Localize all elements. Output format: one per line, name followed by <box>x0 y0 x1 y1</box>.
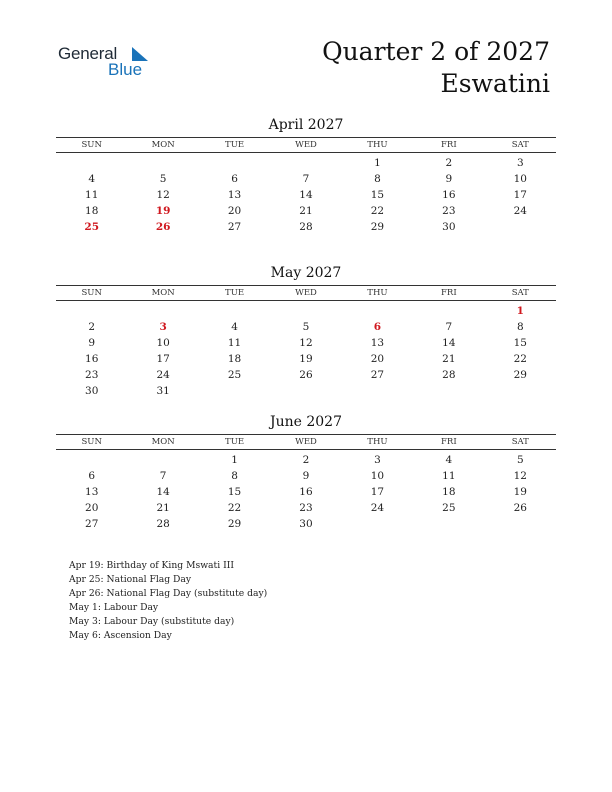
day-cell: 20 <box>370 353 385 365</box>
day-cell: 22 <box>227 502 242 514</box>
day-cell: 29 <box>370 221 385 233</box>
day-cell: 5 <box>516 454 524 466</box>
day-cell: 23 <box>299 502 313 514</box>
day-cell: 29 <box>227 518 242 530</box>
day-cell: 16 <box>442 189 456 201</box>
day-cell: 10 <box>370 470 385 482</box>
day-cell: 12 <box>513 470 527 482</box>
weekday-label: MON <box>151 437 175 447</box>
empty-day-cell <box>413 303 484 319</box>
empty-day-cell <box>199 303 270 319</box>
day-cell: 30 <box>442 221 456 233</box>
day-cell: 10 <box>513 173 527 185</box>
weekday-label: THU <box>367 140 388 150</box>
day-cell: 15 <box>513 337 527 349</box>
empty-day-cell <box>342 303 413 319</box>
day-cell: 28 <box>156 518 170 530</box>
day-cell: 7 <box>445 321 453 333</box>
empty-day-cell <box>199 155 270 171</box>
month-june <box>56 413 556 532</box>
day-cell: 19 <box>299 353 313 365</box>
weekday-label: THU <box>367 437 388 447</box>
weekday-label: SUN <box>81 288 102 298</box>
day-cell: 8 <box>516 321 524 333</box>
holiday-note: Apr 26: National Flag Day (substitute day) <box>69 588 268 599</box>
day-cell: 12 <box>299 337 313 349</box>
weekday-label: SUN <box>81 437 102 447</box>
day-cell: 25 <box>442 502 456 514</box>
day-cell: 18 <box>85 205 99 217</box>
holiday-day-cell: 19 <box>155 205 171 217</box>
month-title: June 2027 <box>269 414 342 430</box>
weekday-label: SAT <box>511 140 529 150</box>
day-cell: 8 <box>374 173 381 185</box>
day-cell: 2 <box>88 321 96 333</box>
day-cell: 20 <box>85 502 99 514</box>
day-cell: 5 <box>159 173 167 185</box>
day-grid <box>56 303 556 399</box>
holiday-note: May 6: Ascension Day <box>69 630 172 641</box>
day-cell: 7 <box>302 173 310 185</box>
holiday-day-cell: 1 <box>516 305 524 317</box>
day-cell: 24 <box>370 502 385 514</box>
day-grid <box>56 452 556 532</box>
day-cell: 23 <box>85 369 99 381</box>
day-cell: 9 <box>302 470 310 482</box>
weekday-label: TUE <box>225 140 245 150</box>
weekday-label: SAT <box>511 437 529 447</box>
holiday-note: May 1: Labour Day <box>69 602 159 613</box>
holiday-notes <box>69 559 267 643</box>
day-cell: 27 <box>227 221 242 233</box>
day-cell: 4 <box>88 173 96 185</box>
day-cell: 30 <box>85 385 99 397</box>
logo-text-blue: Blue <box>108 60 143 79</box>
day-cell: 9 <box>445 173 453 185</box>
day-cell: 18 <box>442 486 456 498</box>
day-cell: 27 <box>370 369 385 381</box>
month-april <box>56 116 556 235</box>
day-cell: 5 <box>302 321 310 333</box>
month-title: April 2027 <box>268 117 344 133</box>
generalblue-logo <box>58 44 158 84</box>
day-cell: 13 <box>85 486 99 498</box>
day-cell: 26 <box>299 369 313 381</box>
day-cell: 10 <box>156 337 170 349</box>
empty-day-cell <box>56 155 127 171</box>
day-cell: 2 <box>302 454 310 466</box>
day-cell: 26 <box>513 502 527 514</box>
day-cell: 20 <box>227 205 242 217</box>
day-cell: 17 <box>370 486 385 498</box>
weekday-label: THU <box>367 288 388 298</box>
weekday-label: SAT <box>511 288 529 298</box>
weekday-label: TUE <box>225 288 245 298</box>
day-cell: 4 <box>445 454 453 466</box>
day-cell: 13 <box>370 337 385 349</box>
day-cell: 1 <box>374 157 381 169</box>
title-country: Eswatini <box>440 69 550 98</box>
empty-day-cell <box>270 155 341 171</box>
day-grid <box>56 155 556 235</box>
weekday-label: MON <box>151 140 175 150</box>
empty-day-cell <box>127 155 198 171</box>
day-cell: 15 <box>370 189 385 201</box>
page-title <box>322 36 550 100</box>
day-cell: 1 <box>231 454 238 466</box>
day-cell: 31 <box>156 385 170 397</box>
day-cell: 21 <box>299 205 313 217</box>
holiday-day-cell: 6 <box>373 321 382 333</box>
empty-day-cell <box>127 303 198 319</box>
day-cell: 28 <box>442 369 456 381</box>
day-cell: 25 <box>227 369 242 381</box>
day-cell: 18 <box>227 353 242 365</box>
day-cell: 24 <box>156 369 170 381</box>
weekday-header <box>56 137 556 153</box>
empty-day-cell <box>56 303 127 319</box>
day-cell: 4 <box>231 321 238 333</box>
day-cell: 27 <box>85 518 99 530</box>
logo-text-general: General <box>58 44 118 63</box>
month-title: May 2027 <box>270 265 342 281</box>
day-cell: 14 <box>299 189 313 201</box>
weekday-label: SUN <box>81 140 102 150</box>
holiday-note: Apr 19: Birthday of King Mswati III <box>69 560 234 571</box>
day-cell: 13 <box>227 189 242 201</box>
weekday-label: WED <box>295 140 317 150</box>
day-cell: 8 <box>231 470 238 482</box>
day-cell: 11 <box>442 470 456 482</box>
day-cell: 6 <box>88 470 96 482</box>
weekday-label: MON <box>151 288 175 298</box>
weekday-header <box>56 434 556 450</box>
day-cell: 3 <box>516 157 524 169</box>
holiday-day-cell: 25 <box>84 221 100 233</box>
day-cell: 16 <box>299 486 313 498</box>
day-cell: 29 <box>513 369 527 381</box>
day-cell: 7 <box>159 470 167 482</box>
day-cell: 6 <box>231 173 238 185</box>
weekday-label: WED <box>295 437 317 447</box>
day-cell: 3 <box>374 454 381 466</box>
holiday-note: May 3: Labour Day (substitute day) <box>69 616 235 627</box>
day-cell: 22 <box>513 353 527 365</box>
day-cell: 11 <box>85 189 99 201</box>
day-cell: 15 <box>227 486 242 498</box>
empty-day-cell <box>127 452 198 468</box>
day-cell: 14 <box>156 486 170 498</box>
weekday-label: FRI <box>441 437 457 447</box>
weekday-label: TUE <box>225 437 245 447</box>
day-cell: 28 <box>299 221 313 233</box>
weekday-label: FRI <box>441 140 457 150</box>
day-cell: 22 <box>370 205 385 217</box>
day-cell: 11 <box>227 337 242 349</box>
weekday-header <box>56 285 556 301</box>
day-cell: 16 <box>85 353 99 365</box>
day-cell: 14 <box>442 337 456 349</box>
title-quarter: Quarter 2 of 2027 <box>322 37 550 66</box>
empty-day-cell <box>56 452 127 468</box>
day-cell: 19 <box>513 486 527 498</box>
month-may <box>56 264 556 399</box>
empty-day-cell <box>270 303 341 319</box>
holiday-day-cell: 3 <box>159 321 167 333</box>
day-cell: 17 <box>513 189 527 201</box>
holiday-day-cell: 26 <box>155 221 171 233</box>
day-cell: 9 <box>88 337 96 349</box>
day-cell: 21 <box>442 353 456 365</box>
day-cell: 21 <box>156 502 170 514</box>
day-cell: 23 <box>442 205 456 217</box>
day-cell: 2 <box>445 157 453 169</box>
day-cell: 24 <box>513 205 527 217</box>
holiday-note: Apr 25: National Flag Day <box>69 574 192 585</box>
weekday-label: WED <box>295 288 317 298</box>
day-cell: 17 <box>156 353 170 365</box>
day-cell: 30 <box>299 518 313 530</box>
weekday-label: FRI <box>441 288 457 298</box>
day-cell: 12 <box>156 189 170 201</box>
